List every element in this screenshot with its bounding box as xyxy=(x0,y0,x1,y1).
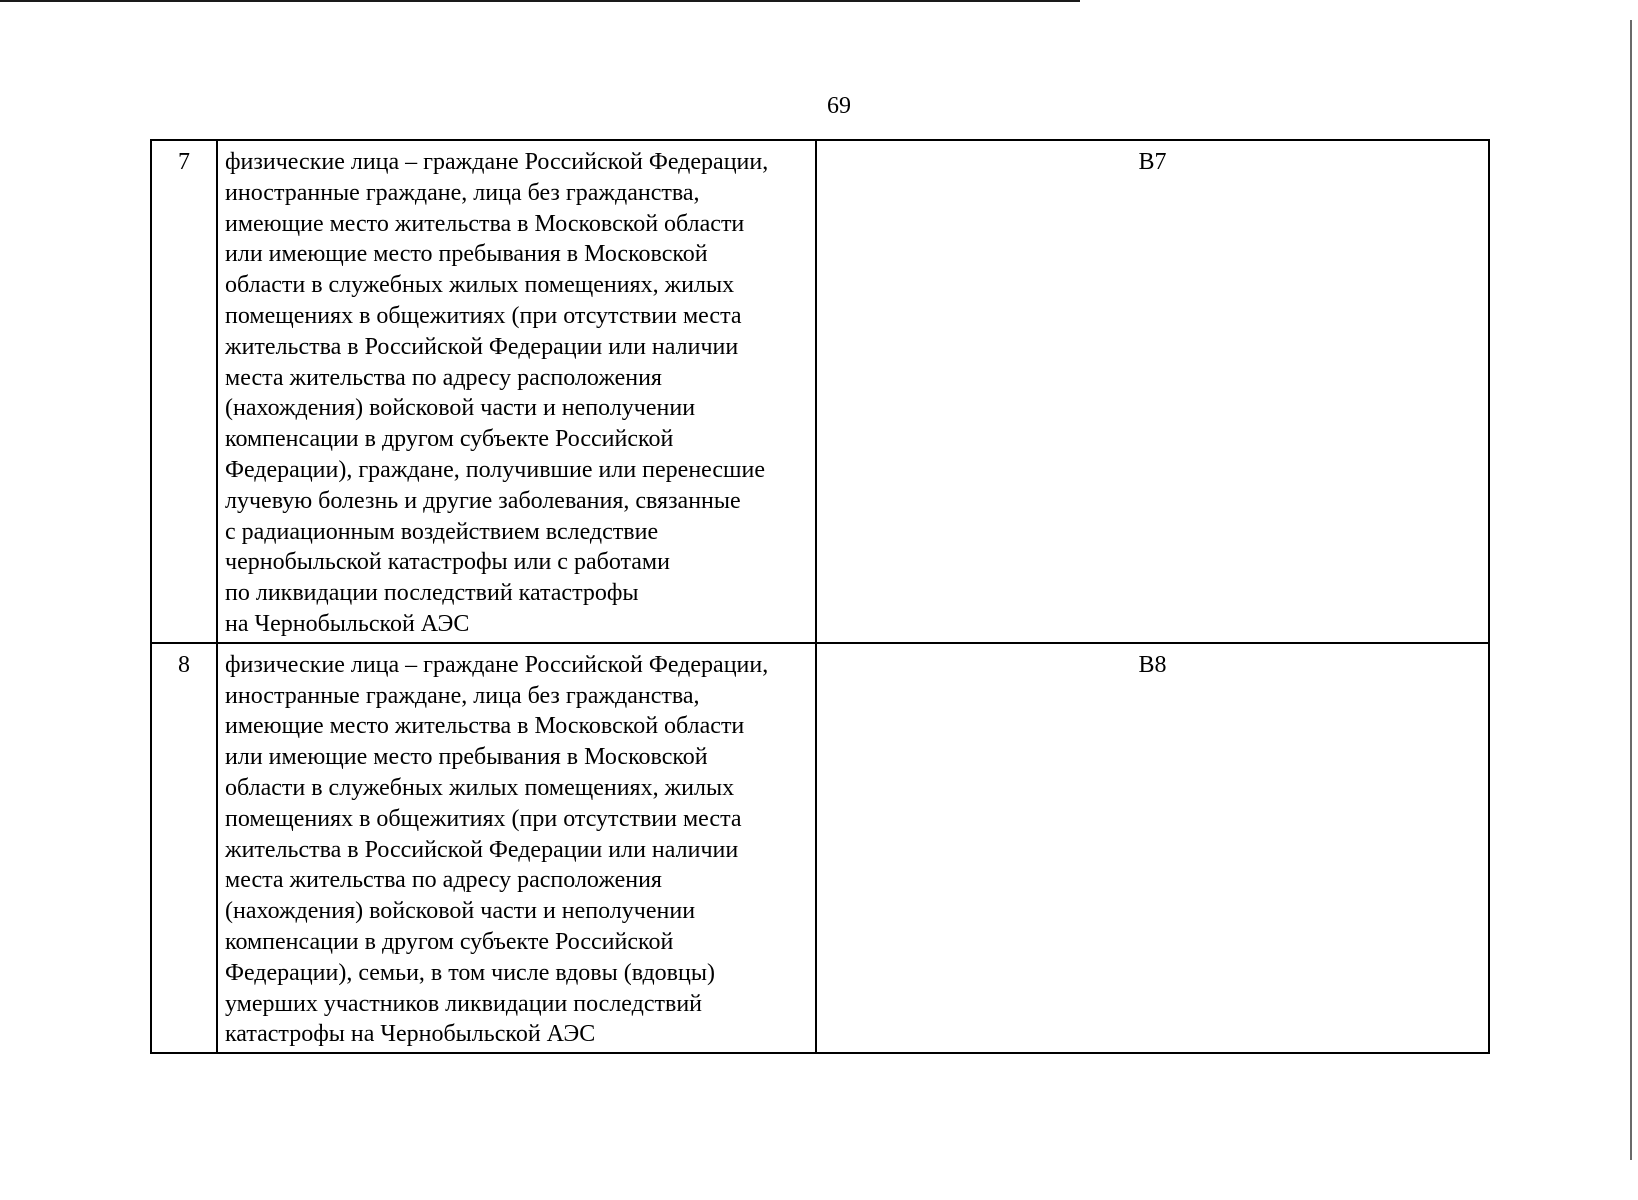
description-line: катастрофы на Чернобыльской АЭС xyxy=(225,1021,596,1048)
description-line: помещениях в общежитиях (при отсутствии места xyxy=(225,805,742,832)
description-line: по ликвидации последствий катастрофы xyxy=(225,580,639,607)
row-code: В8 xyxy=(816,643,1489,1053)
description-line: чернобыльской катастрофы или с работами xyxy=(225,549,670,576)
document-table xyxy=(150,139,1490,1054)
description-line: области в служебных жилых помещениях, жилых xyxy=(225,774,735,801)
row-code: В7 xyxy=(816,140,1489,643)
description-line: или имеющие место пребывания в Московской xyxy=(225,241,708,268)
scan-right-edge xyxy=(1630,20,1632,1160)
description-line: Федерации), семьи, в том числе вдовы (вдовцы) xyxy=(225,959,715,986)
row-description xyxy=(217,643,816,1053)
description-line: помещениях в общежитиях (при отсутствии места xyxy=(225,302,742,329)
page-number: 69 xyxy=(827,93,851,119)
description-line: или имеющие место пребывания в Московской xyxy=(225,744,708,771)
description-line: жительства в Российской Федерации или наличии xyxy=(225,333,739,360)
row-description xyxy=(217,140,816,643)
description-line: (нахождения) войсковой части и неполучении xyxy=(225,395,696,422)
description-line: жительства в Российской Федерации или наличии xyxy=(225,836,739,863)
description-line: с радиационным воздействием вследствие xyxy=(225,518,659,545)
description-line: физические лица – граждане Российской Федерации, xyxy=(225,149,769,175)
description-line: имеющие место жительства в Московской области xyxy=(225,210,745,237)
scan-top-edge xyxy=(0,0,1080,2)
row-index: 7 xyxy=(151,140,217,643)
description-line: иностранные граждане, лица без гражданства, xyxy=(225,682,700,709)
description-line: физические лица – граждане Российской Федерации, xyxy=(225,651,769,678)
description-line: на Чернобыльской АЭС xyxy=(225,610,470,637)
description-line: иностранные граждане, лица без гражданства, xyxy=(225,179,700,206)
description-line: Федерации), граждане, получившие или перенесшие xyxy=(225,456,766,483)
row-index: 8 xyxy=(151,643,217,1053)
table-row xyxy=(151,643,1489,1053)
description-line: компенсации в другом субъекте Российской xyxy=(225,426,674,453)
description-line: места жительства по адресу расположения xyxy=(225,364,662,391)
description-line: места жительства по адресу расположения xyxy=(225,867,662,894)
table-row xyxy=(151,140,1489,643)
description-line: области в служебных жилых помещениях, жилых xyxy=(225,272,735,299)
description-line: умерших участников ликвидации последствий xyxy=(225,990,702,1017)
description-line: компенсации в другом субъекте Российской xyxy=(225,928,674,955)
description-line: имеющие место жительства в Московской области xyxy=(225,713,745,740)
description-line: (нахождения) войсковой части и неполучении xyxy=(225,898,696,925)
description-line: лучевую болезнь и другие заболевания, связанные xyxy=(225,487,741,514)
